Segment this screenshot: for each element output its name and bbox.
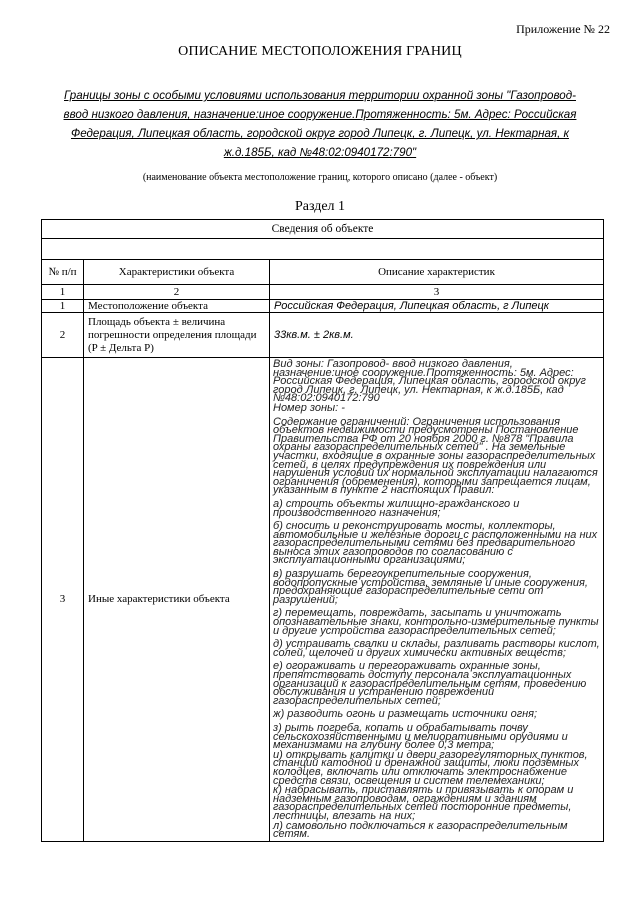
object-info-table <box>41 219 604 842</box>
detail-paragraph: б) сносить и реконструировать мосты, коллекторы, автомобильные и железные дороги с расположенными на них газораспределительными сетями без предварительного выноса этих газопроводов по согласованию с эксплуатационными организациями; <box>273 520 598 567</box>
row-value-details <box>270 358 604 842</box>
table-section-title: Сведения об объекте <box>42 220 604 239</box>
appendix-number: Приложение № 22 <box>516 22 610 36</box>
detail-paragraph: в) разрушать берегоукрепительные сооружения, водопропускные устройства, земляные и иные сооружения, предохраняющие газораспределительные сети от разрушений; <box>273 568 588 606</box>
row-value: Российская Федерация, Липецкая область, г Липецк <box>270 300 604 313</box>
detail-paragraph: Вид зоны: Газопровод- ввод низкого давления, назначение:иное сооружение.Протяженность: 5м. Адрес: Российская Федерация, Липецкая область, городской округ город Липецк, г. Липецк, ул. Нектарная, к ж.д.185Б, кад №48:02:0940172:790 <box>273 358 586 405</box>
row-characteristic: Площадь объекта ± величина погрешности определения площади (P ± Дельта P) <box>84 313 270 358</box>
subject-line: ввод низкого давления, назначение:иное сооружение.Протяженность: 5м. Адрес: Российская <box>63 108 577 121</box>
detail-paragraph: е) огораживать и перегораживать охранные зоны, препятствовать доступу персонала эксплуатационных организаций к газораспределительным сетям, проведению обслуживания и устранению повреждений газораспределительных сетей; <box>273 660 587 707</box>
row-characteristic: Местоположение объекта <box>84 300 270 313</box>
row-number: 1 <box>42 300 84 313</box>
col-number: 3 <box>270 285 604 300</box>
section-title: Раздел 1 <box>294 199 346 214</box>
subject-line: ж.д.185Б, кад №48:02:0940172:790" <box>223 146 417 159</box>
detail-paragraph: з) рыть погреба, копать и обрабатывать почву сельскохозяйственными и мелиоративными орудиями и механизмами на глубину более 0,3 метра; <box>273 721 568 752</box>
detail-paragraph: и) открывать калитки и двери газорегуляторных пунктов, станций катодной и дренажной защиты, люки подземных колодцев, включать или отключать электроснабжение средств связи, освещения и систем телемеханики; <box>273 748 588 787</box>
row-number: 2 <box>42 313 84 358</box>
detail-paragraph: г) перемещать, повреждать, засыпать и уничтожать опознавательные знаки, контрольно-измерительные пункты и другие устройства газораспределительных сетей; <box>273 607 599 637</box>
row-characteristic: Иные характеристики объекта <box>84 358 270 842</box>
row-value: 33кв.м. ± 2кв.м. <box>270 313 604 358</box>
col-header-characteristic: Характеристики объекта <box>84 260 270 285</box>
row-number: 3 <box>42 358 84 842</box>
detail-paragraph: л) самовольно подключаться к газораспределительным сетям. <box>273 819 568 841</box>
subject-line: Федерация, Липецкая область, городской округ город Липецк, г. Липецк, ул. Нектарная, к <box>70 127 570 140</box>
subject-line: Границы зоны с особыми условиями использования территории охранной зоны "Газопровод- <box>64 89 576 102</box>
detail-paragraph: к) набрасывать, приставлять и привязывать к опорам и надземным газопроводам, ограждениям и зданиям газораспределительных сетей посторонние предметы, лестницы, влезать на них; <box>273 784 574 822</box>
subject-caption: (наименование объекта местоположение границ, которого описано (далее - объект) <box>142 172 498 183</box>
table-row <box>42 358 604 842</box>
col-number: 1 <box>42 285 84 300</box>
blank-row <box>42 239 604 260</box>
table-row <box>42 300 604 313</box>
detail-paragraph: Содержание ограничений: Ограничения использования объектов недвижимости предусмотрены Постановление Правительства РФ от 20 ноября 2000 г. №878 "Правила охраны газораспределительных сетей" . На земельные участки, входящие в охранные зоны газораспределительных сетей, в целях предупреждения их повреждения или нарушения условий их нормальной эксплуатации налагаются ограничения (обременения), которыми запрещается лицам, указанным в пункте 2 настоящих Правил: <box>273 415 598 497</box>
col-header-description: Описание характеристик <box>270 260 604 285</box>
detail-paragraph: д) устраивать свалки и склады, разливать растворы кислот, солей, щелочей и других химически активных веществ; <box>273 638 600 659</box>
col-number: 2 <box>84 285 270 300</box>
col-header-num: № п/п <box>42 260 84 285</box>
document-title: ОПИСАНИЕ МЕСТОПОЛОЖЕНИЯ ГРАНИЦ <box>178 44 462 59</box>
object-subject <box>58 86 582 162</box>
table-row <box>42 313 604 358</box>
detail-paragraph: Номер зоны: - <box>273 401 345 414</box>
detail-paragraph: а) строить объекты жилищно-гражданского и производственного назначения; <box>273 497 520 519</box>
detail-paragraph: ж) разводить огонь и размещать источники огня; <box>273 708 538 721</box>
